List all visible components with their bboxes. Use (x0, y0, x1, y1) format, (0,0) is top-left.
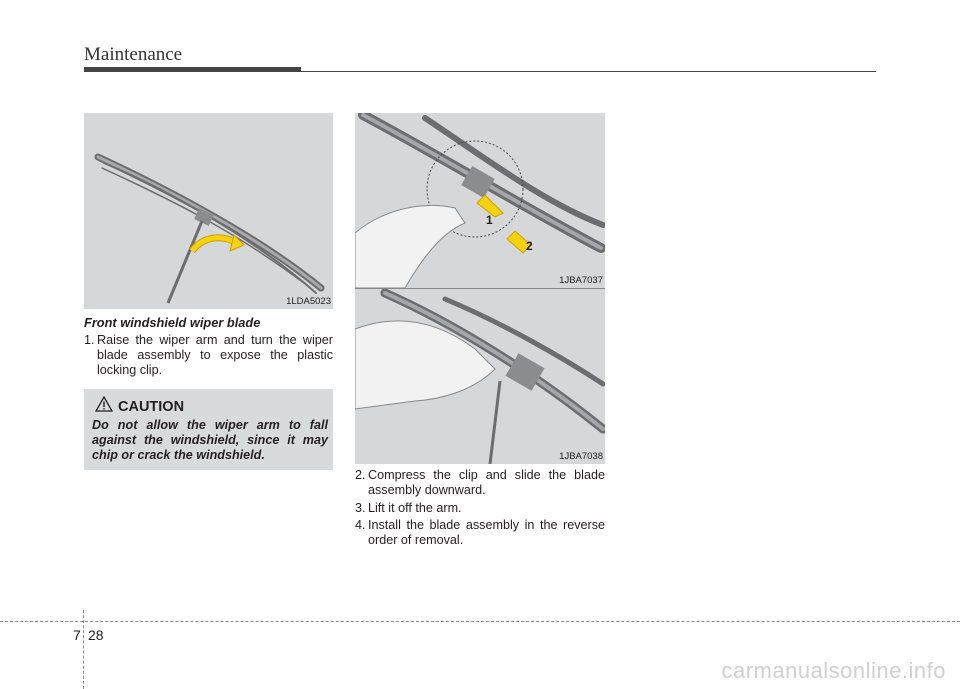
watermark: carmanualsonline.info (721, 658, 946, 683)
figure-slide-blade (355, 288, 605, 464)
header-rule-thick (84, 67, 301, 72)
header-rule-thin (301, 71, 876, 72)
caution-body: Do not allow the wiper arm to fall against the windshield, since it may chip or crack the windshield. (92, 418, 328, 462)
callout-number: 2 (526, 239, 533, 253)
figure-wiper-raised (84, 113, 333, 309)
step-text: Compress the clip and slide the blade assembly downward. (368, 468, 605, 497)
step-item (355, 518, 605, 548)
step-text: Raise the wiper arm and turn the wiper blade assembly to expose the plastic locking clip. (97, 333, 333, 377)
chapter-number: 7 (73, 627, 81, 643)
step-number: 2. (355, 468, 366, 482)
wiper-raised-illustration (84, 113, 333, 309)
figure-code: 1JBA7037 (559, 275, 603, 286)
footer-divider (0, 621, 960, 622)
figure-code: 1JBA7038 (559, 451, 603, 462)
step-item (84, 333, 333, 378)
section-title: Maintenance (84, 44, 183, 65)
figure-compress-clip (355, 113, 605, 288)
step-item (355, 468, 605, 498)
step-item (355, 501, 605, 516)
step-number: 4. (355, 518, 366, 532)
step-number: 3. (355, 501, 366, 515)
caution-title: CAUTION (118, 399, 185, 415)
compress-clip-illustration (355, 113, 605, 288)
footer-divider-vertical (83, 610, 84, 689)
step-number: 1. (84, 333, 95, 347)
slide-blade-illustration (355, 289, 605, 464)
caution-box (84, 389, 333, 470)
step-text: Install the blade assembly in the reverse order of removal. (368, 518, 605, 547)
step-text: Lift it off the arm. (368, 501, 462, 515)
figure-code: 1LDA5023 (286, 296, 331, 307)
subheading: Front windshield wiper blade (84, 315, 261, 330)
page-number: 28 (88, 627, 104, 643)
callout-number: 1 (486, 213, 493, 227)
warning-triangle-icon (95, 396, 113, 412)
